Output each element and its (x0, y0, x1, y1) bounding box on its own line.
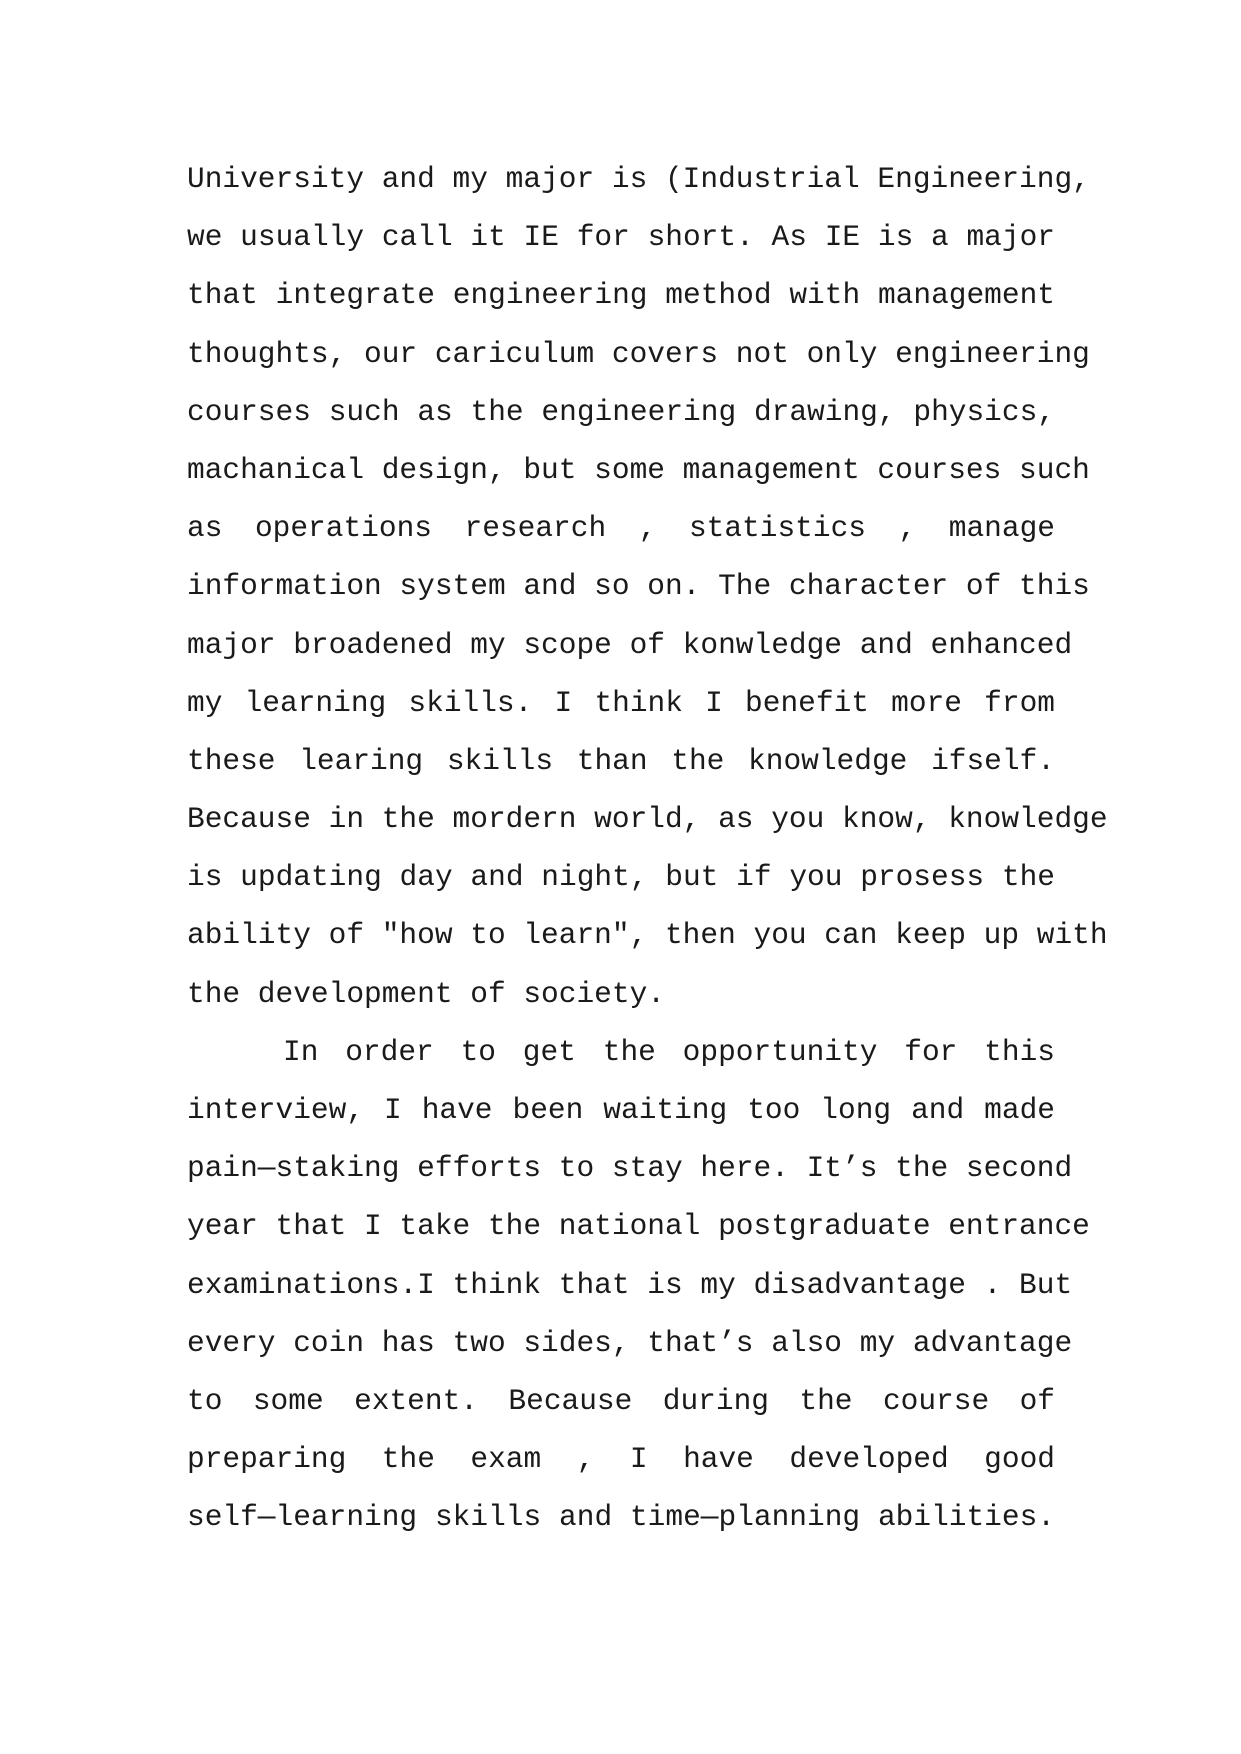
text-line: preparing the exam , I have developed good (187, 1442, 1055, 1477)
text-line: we usually call it IE for short. As IE is a major (187, 220, 1055, 255)
text-line: these learing skills than the knowledge ifself. (187, 743, 1055, 778)
text-line: to some extent. Because during the course of (187, 1383, 1055, 1418)
text-line: self—learning skills and time—planning abilities. (187, 1500, 1055, 1535)
text-line: year that I take the national postgraduate entrance (187, 1209, 1090, 1244)
paragraph-end-line: the development of society. (187, 976, 665, 1011)
text-line: Because in the mordern world, as you know, knowledge (187, 802, 1108, 837)
text-line: pain—staking efforts to stay here. It’s the second (187, 1151, 1073, 1186)
text-line: University and my major is (Industrial Engineering, (187, 162, 1090, 196)
text-line: ability of "how to learn", then you can keep up with (187, 918, 1108, 953)
paragraph-start-line: In order to get the opportunity for this (283, 1034, 1055, 1069)
body-text (187, 160, 1108, 1557)
text-line: information system and so on. The character of this (187, 569, 1090, 604)
text-line: every coin has two sides, that’s also my advantage (187, 1325, 1073, 1360)
text-line: thoughts, our cariculum covers not only engineering (187, 336, 1090, 371)
text-line: my learning skills. I think I benefit more from (187, 685, 1055, 720)
text-line: is updating day and night, but if you prosess the (187, 860, 1055, 895)
text-line: interview, I have been waiting too long and made (187, 1093, 1055, 1127)
text-line: examinations.I think that is my disadvantage . But (187, 1267, 1073, 1302)
text-line: that integrate engineering method with management (187, 278, 1055, 313)
text-line: machanical design, but some management courses such (187, 452, 1090, 487)
text-line: as operations research , statistics , manage (187, 511, 1055, 546)
text-line: major broadened my scope of konwledge and enhanced (187, 627, 1073, 662)
text-line: courses such as the engineering drawing, physics, (187, 394, 1055, 429)
